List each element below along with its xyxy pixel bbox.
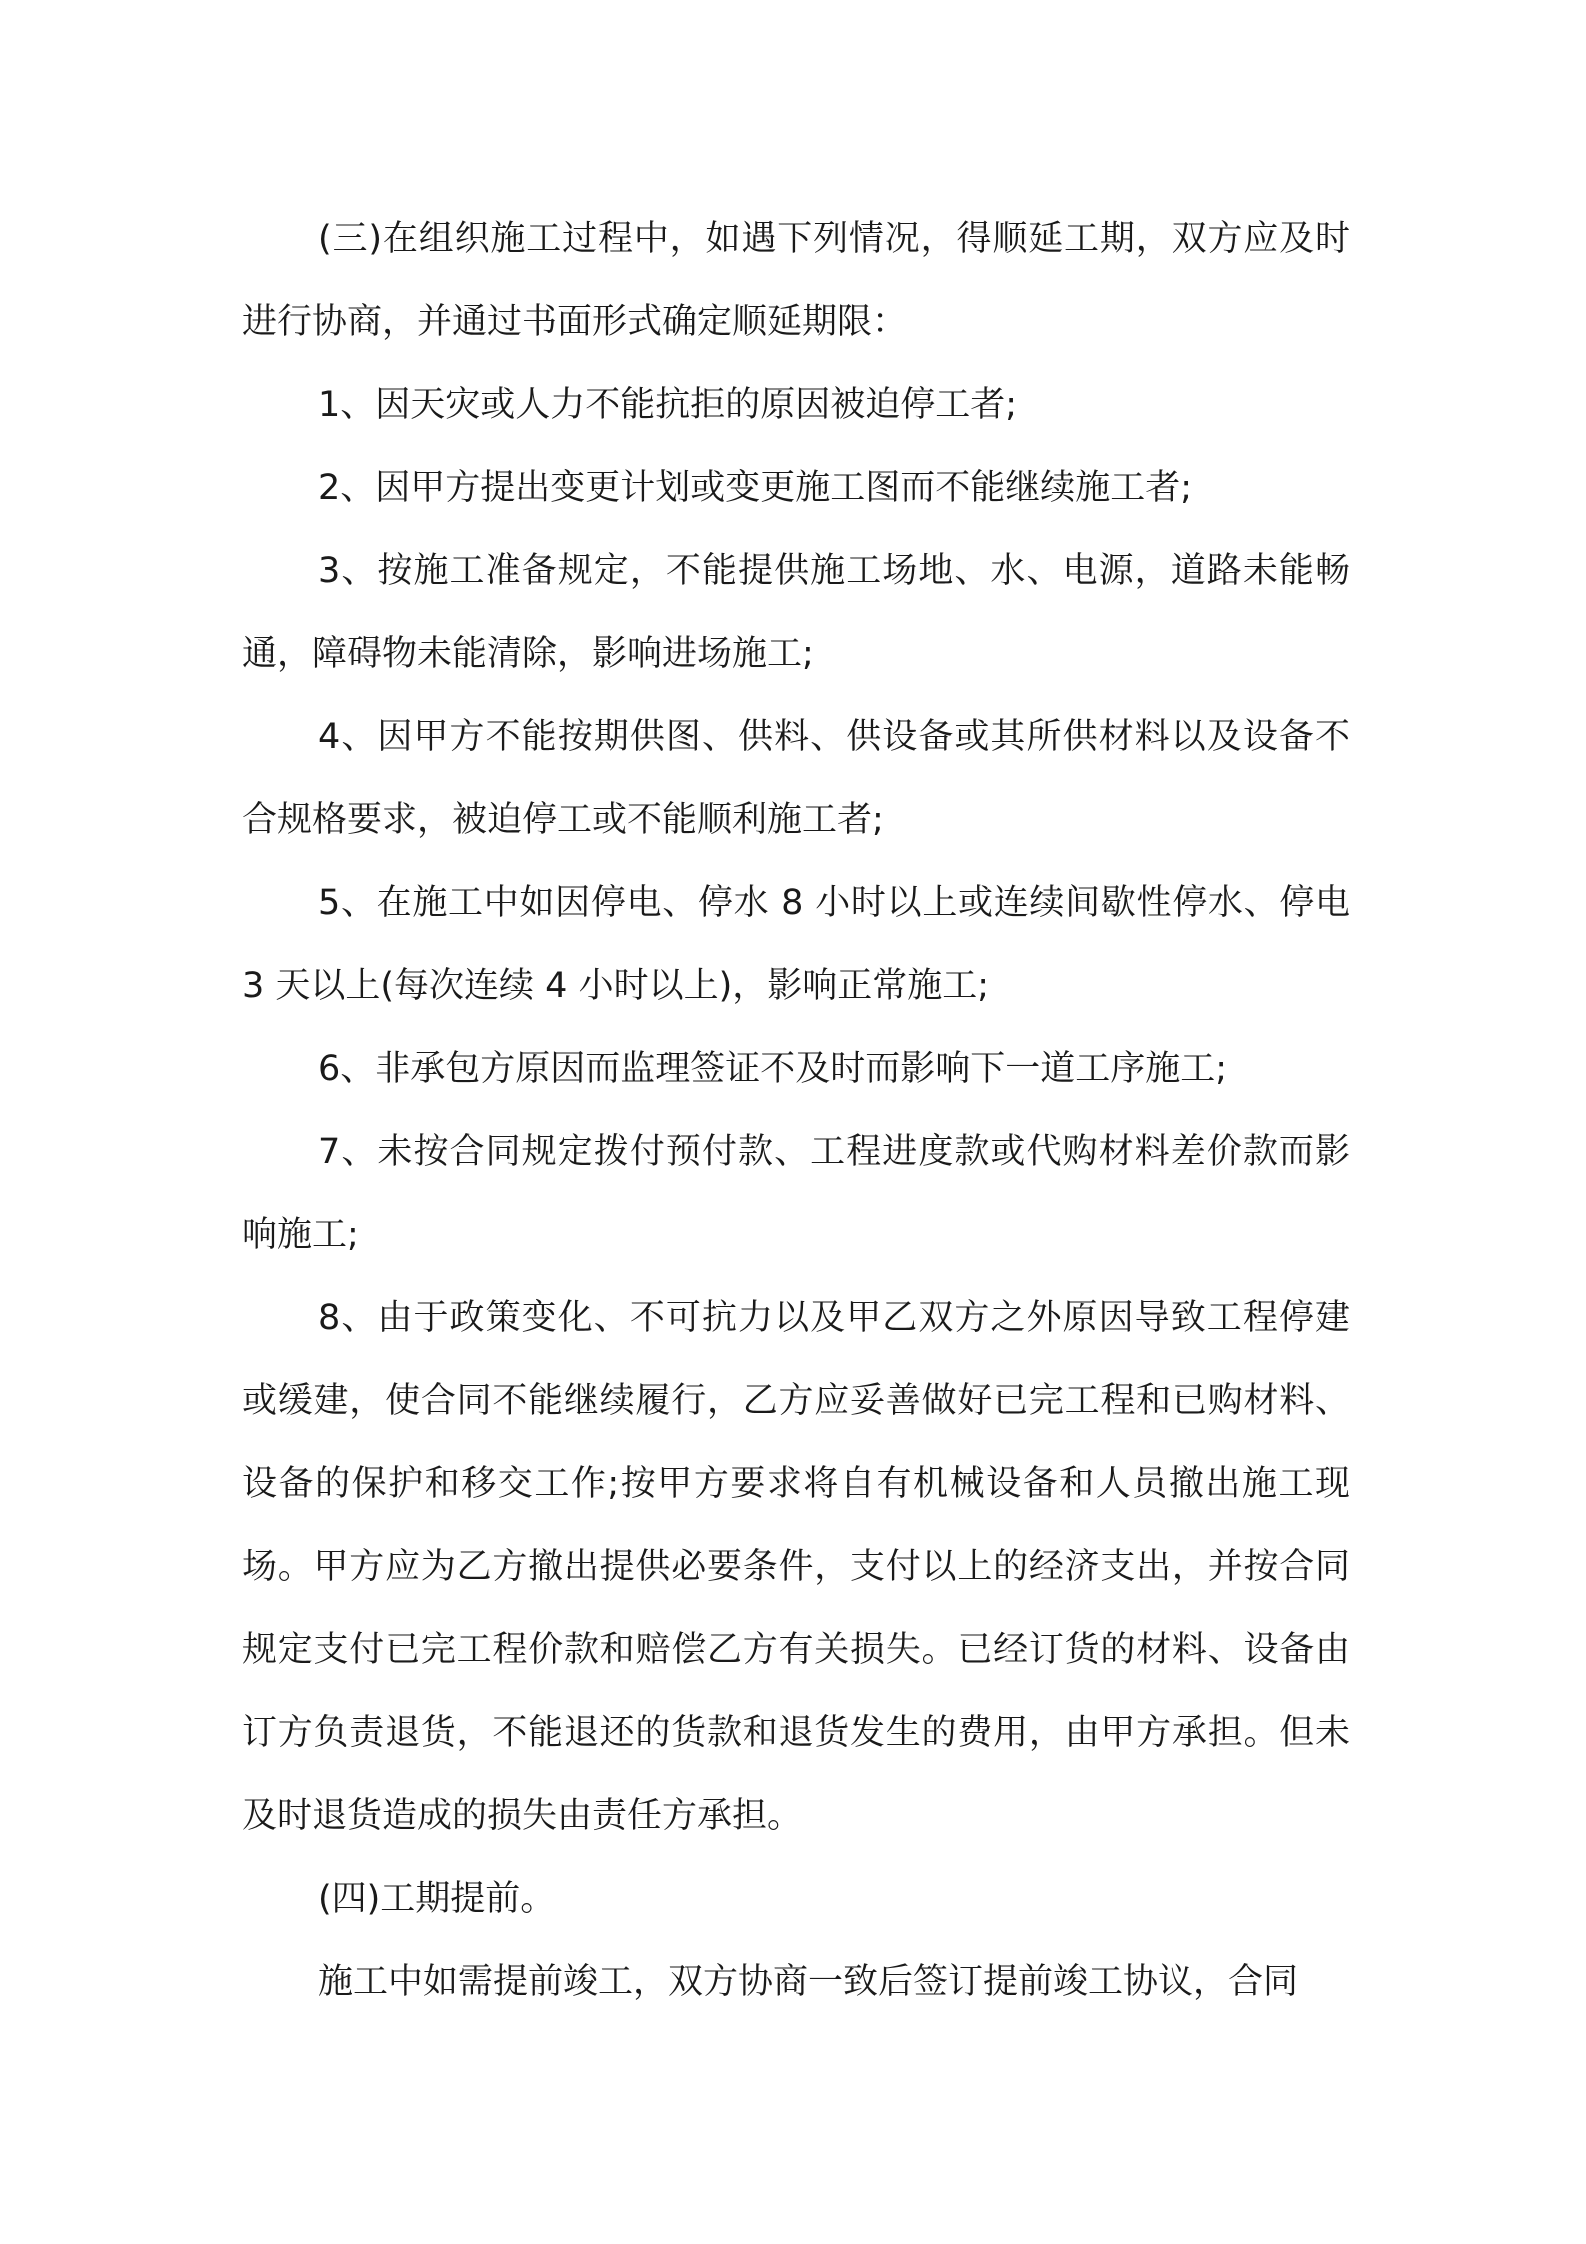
paragraph-item-8: 8、由于政策变化、不可抗力以及甲乙双方之外原因导致工程停建或缓建，使合同不能继续履行，乙方应妥善做好已完工程和已购材料、设备的保护和移交工作;按甲方要求将自有机械设备和人员撤出施工现场。甲方应为乙方撤出提供必要条件，支付以上的经济支出，并按合同规定支付已完工程价款和赔偿乙方有关损失。已经订货的材料、设备由订方负责退货，不能退还的货款和退货发生的费用，由甲方承担。但未及时退货造成的损失由责任方承担。 [242,1298,1350,1836]
paragraph-item-3: 3、按施工准备规定，不能提供施工场地、水、电源，道路未能畅通，障碍物未能清除，影响进场施工; [242,551,1350,674]
document-body [242,198,1350,2024]
paragraph-item-6: 6、非承包方原因而监理签证不及时而影响下一道工序施工; [318,1049,1228,1089]
paragraph-item-4: 4、因甲方不能按期供图、供料、供设备或其所供材料以及设备不合规格要求，被迫停工或不能顺利施工者; [242,717,1350,840]
paragraph-early-completion: 施工中如需提前竣工，双方协商一致后签订提前竣工协议，合同 [318,1962,1299,2002]
paragraph-item-7: 7、未按合同规定拨付预付款、工程进度款或代购材料差价款而影响施工; [242,1132,1350,1255]
paragraph-item-5: 5、在施工中如因停电、停水 8 小时以上或连续间歇性停水、停电 3 天以上(每次连续 4 小时以上)，影响正常施工; [242,883,1350,1006]
section-heading-early-completion: (四)工期提前。 [318,1879,556,1919]
paragraph-item-2: 2、因甲方提出变更计划或变更施工图而不能继续施工者; [318,468,1193,508]
paragraph-item-1: 1、因天灾或人力不能抗拒的原因被迫停工者; [318,385,1018,425]
paragraph-extension-conditions: (三)在组织施工过程中，如遇下列情况，得顺延工期，双方应及时进行协商，并通过书面形式确定顺延期限： [242,219,1350,342]
